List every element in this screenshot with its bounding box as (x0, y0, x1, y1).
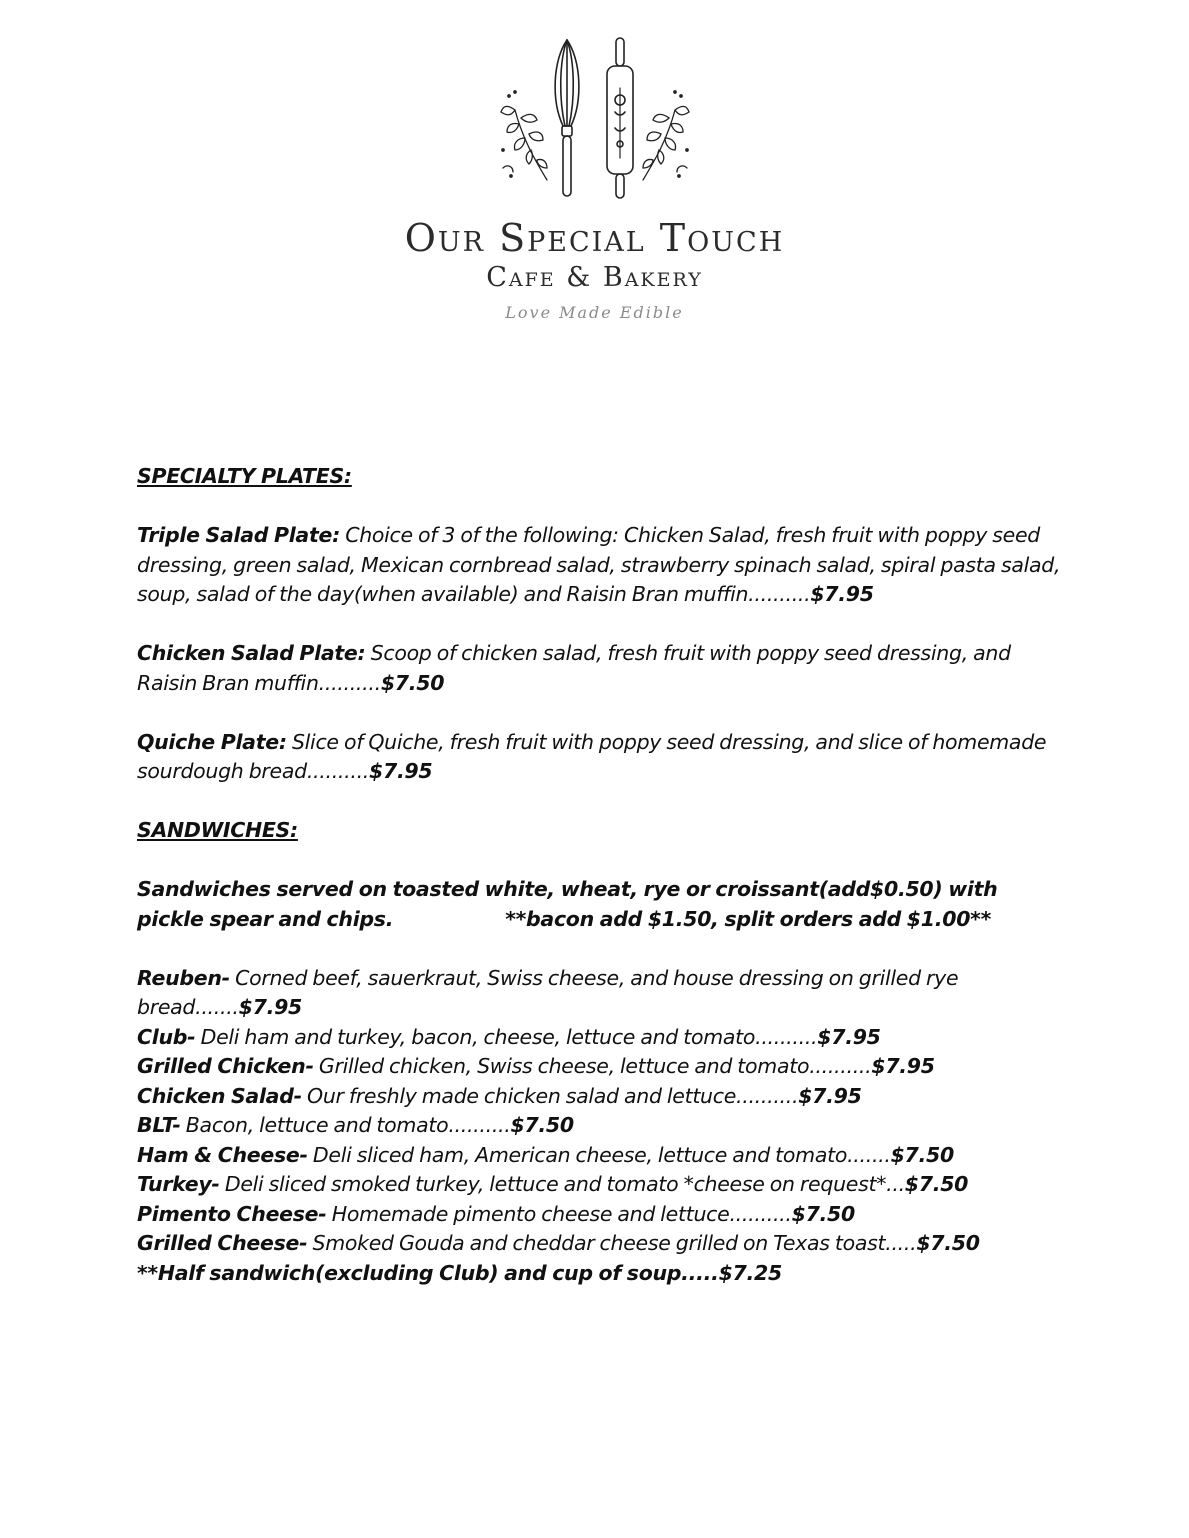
brand-tagline: Love Made Edible (505, 303, 684, 322)
menu-item (137, 728, 1067, 787)
floral-sprig-icon (643, 91, 689, 180)
whisk-icon (555, 40, 579, 196)
rolling-pin-icon (607, 38, 633, 198)
menu-body (137, 462, 1067, 1288)
item-description: Bacon, lettuce and tomato.......... (185, 1113, 511, 1137)
item-price: $7.95 (871, 1054, 935, 1078)
item-description: Scoop of chicken salad, fresh fruit with poppy seed dressing, and Raisin Bran muffin.......... (137, 641, 1011, 695)
item-name: Ham & Cheese- (137, 1142, 308, 1167)
menu-item (137, 521, 1067, 610)
menu-item (137, 1082, 1067, 1112)
item-price: $7.50 (916, 1231, 980, 1255)
item-price: $7.50 (904, 1172, 969, 1196)
brand-subtitle: Cafe & Bakery (486, 262, 703, 293)
menu-item (137, 1229, 1067, 1259)
item-name: Grilled Chicken- (137, 1054, 314, 1078)
item-description: Smoked Gouda and cheddar cheese grilled on Texas toast..... (312, 1231, 917, 1255)
item-description: Corned beef, sauerkraut, Swiss cheese, and house dressing on grilled rye bread....... (137, 965, 959, 1019)
item-description: Our freshly made chicken salad and lettuce.......... (307, 1083, 799, 1108)
item-name: Grilled Cheese- (137, 1231, 308, 1255)
menu-item (137, 1111, 1067, 1141)
item-price: $7.95 (238, 995, 302, 1019)
item-description: Homemade pimento cheese and lettuce.......... (331, 1201, 792, 1226)
item-name: Reuben- (137, 965, 230, 990)
item-price: $7.95 (810, 582, 874, 606)
item-name: Club- (137, 1024, 196, 1049)
item-price: $7.50 (890, 1142, 954, 1167)
sandwiches-extras: **bacon add $1.50, split orders add $1.00** (505, 906, 991, 931)
item-description: Deli sliced smoked turkey, lettuce and tomato *cheese on request*... (224, 1172, 905, 1196)
item-name: BLT- (137, 1113, 181, 1137)
item-name: Triple Salad Plate: (137, 523, 340, 547)
half-sandwich-note: **Half sandwich(excluding Club) and cup of soup.....$7.25 (137, 1260, 782, 1285)
menu-item (137, 1023, 1067, 1053)
sandwiches-intro (137, 875, 1067, 934)
item-description: Grilled chicken, Swiss cheese, lettuce and tomato.......... (318, 1054, 872, 1078)
menu-item (137, 964, 1067, 1023)
sandwiches-heading: SANDWICHES: (137, 818, 298, 842)
menu-item (137, 1052, 1067, 1082)
item-price: $7.95 (798, 1083, 862, 1108)
item-name: Chicken Salad- (137, 1083, 302, 1108)
item-description: Deli sliced ham, American cheese, lettuce and tomato....... (312, 1142, 891, 1167)
item-price: $7.50 (791, 1201, 855, 1226)
item-name: Quiche Plate: (137, 729, 287, 754)
item-description: Choice of 3 of the following: Chicken Salad, fresh fruit with poppy seed dressing, green salad, Mexican cornbread salad, strawberry spinach salad, spiral pasta salad, soup, salad of the day(when available) and Raisin Bran muffin.......... (137, 523, 1061, 606)
item-price: $7.50 (380, 670, 445, 695)
sandwiches-intro-text: Sandwiches served on toasted white, wheat, rye or croissant(add$0.50) with pickle spear and chips. (137, 877, 998, 931)
logo-emblem (485, 30, 705, 202)
menu-item (137, 1170, 1067, 1200)
floral-sprig-icon (501, 91, 547, 180)
sandwich-list (137, 964, 1067, 1289)
menu-item (137, 639, 1067, 698)
item-description: Slice of Quiche, fresh fruit with poppy seed dressing, and slice of homemade sourdough bread.......... (137, 729, 1047, 783)
item-price: $7.95 (369, 759, 433, 783)
menu-item (137, 1141, 1067, 1171)
item-description: Deli ham and turkey, bacon, cheese, lettuce and tomato.......... (200, 1024, 818, 1049)
item-name: Pimento Cheese- (137, 1201, 327, 1226)
item-name: Turkey- (137, 1172, 220, 1196)
menu-item (137, 1200, 1067, 1230)
brand-name: Our Special Touch (404, 216, 785, 260)
logo (0, 30, 1189, 328)
specialty-plates-heading: SPECIALTY PLATES: (137, 464, 352, 488)
item-price: $7.50 (510, 1113, 574, 1137)
item-price: $7.95 (817, 1024, 881, 1049)
item-name: Chicken Salad Plate: (137, 641, 366, 665)
